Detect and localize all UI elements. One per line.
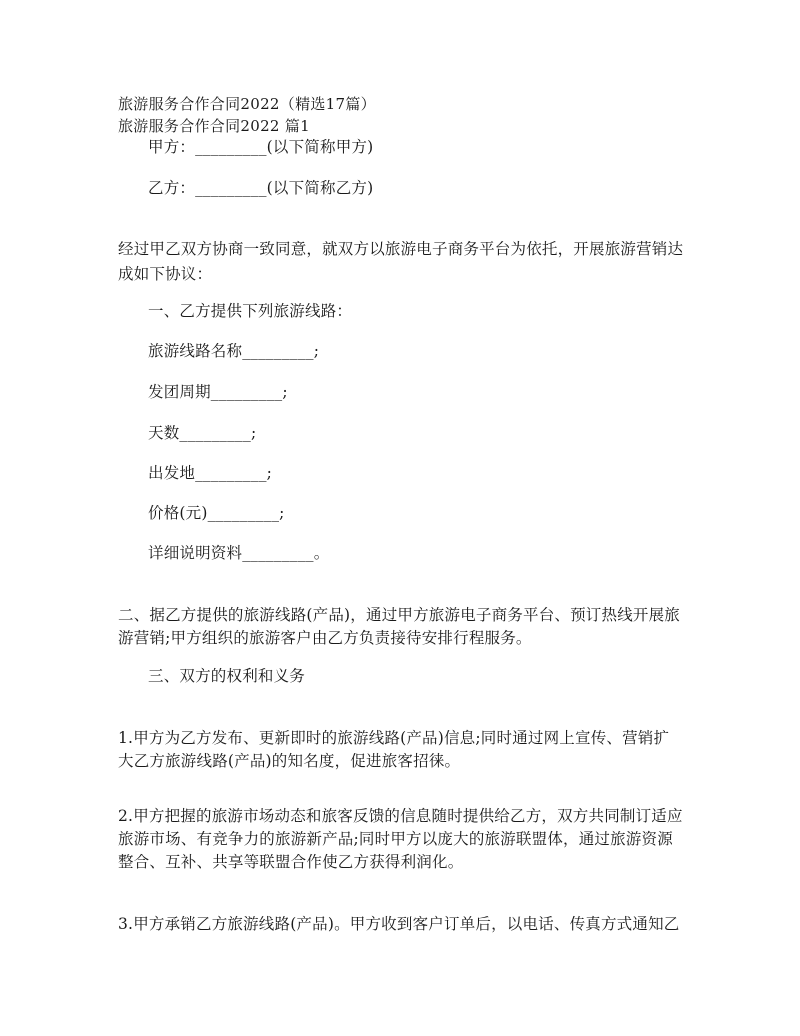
field-price: 价格(元)_________; [148,504,285,522]
item-3-line-1: 3.甲方承销乙方旅游线路(产品)。甲方收到客户订单后，以电话、传真方式通知乙 [118,915,680,933]
item-1-line-2: 大乙方旅游线路(产品)的知名度，促进旅客招徕。 [118,752,461,770]
field-departure-cycle: 发团周期_________; [148,383,288,401]
document-subtitle: 旅游服务合作合同2022 篇1 [118,117,310,135]
item-2-line-1: 2.甲方把握的旅游市场动态和旅客反馈的信息随时提供给乙方，双方共同制订适应 [118,807,683,825]
field-departure-place: 出发地_________; [148,464,273,482]
section-2-line-1: 二、据乙方提供的旅游线路(产品)，通过甲方旅游电子商务平台、预订热线开展旅 [118,606,680,624]
field-route-name: 旅游线路名称_________; [148,342,320,360]
section-1-heading: 一、乙方提供下列旅游线路： [148,302,353,320]
field-details: 详细说明资料_________。 [148,544,330,562]
section-2-line-2: 游营销;甲方组织的旅游客户由乙方负责接待安排行程服务。 [118,629,532,647]
intro-paragraph-line-2: 成如下协议： [118,265,213,283]
item-2-line-2: 旅游市场、有竞争力的旅游新产品;同时甲方以庞大的旅游联盟体，通过旅游资源 [118,830,673,848]
section-3-heading: 三、双方的权利和义务 [148,667,306,685]
intro-paragraph-line-1: 经过甲乙双方协商一致同意，就双方以旅游电子商务平台为依托，开展旅游营销达 [118,240,684,258]
document-title: 旅游服务合作合同2022（精选17篇） [118,95,376,113]
party-a-line: 甲方：_________(以下简称甲方) [148,138,374,156]
item-1-line-1: 1.甲方为乙方发布、更新即时的旅游线路(产品)信息;同时通过网上宣传、营销扩 [118,729,670,747]
party-b-line: 乙方：_________(以下简称乙方) [148,179,374,197]
item-2-line-3: 整合、互补、共享等联盟合作使乙方获得利润化。 [118,853,464,871]
field-days: 天数_________; [148,424,257,442]
